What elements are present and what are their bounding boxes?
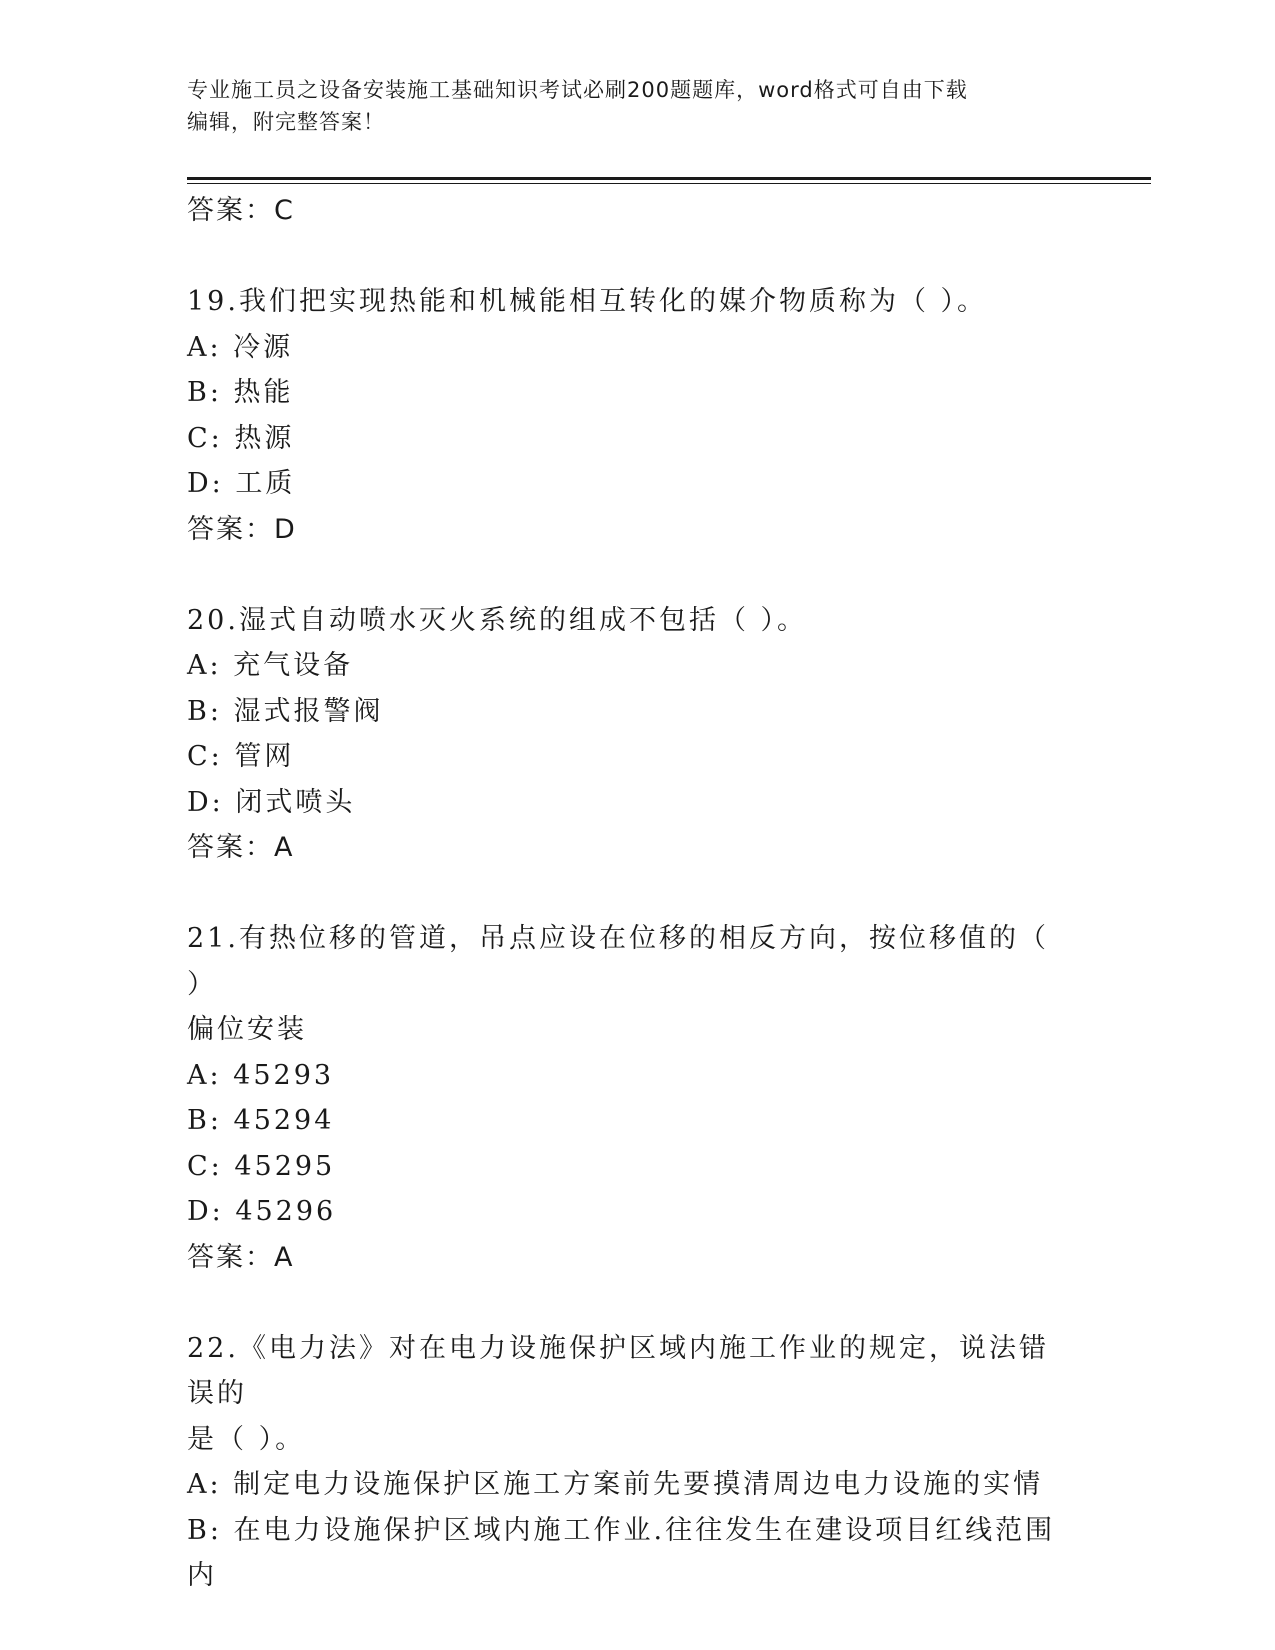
header-line-2: 编辑，附完整答案！ [187, 110, 385, 134]
option-b: B: 45294 [187, 1105, 335, 1136]
question-list [187, 188, 1077, 1599]
header-line-1: 专业施工员之设备安装施工基础知识考试必刷200题题库，word格式可自由下载 [187, 78, 968, 102]
header-rule-thick [187, 177, 1151, 180]
answer-line: 答案：C [187, 195, 295, 226]
question-19 [187, 279, 1077, 552]
question-stem [187, 1326, 1077, 1417]
question-stem-continued: 是（ ）。 [187, 1423, 306, 1455]
option-a: A: 45293 [187, 1059, 335, 1091]
document-header [187, 74, 1067, 138]
spacer [187, 234, 1077, 280]
answer-line: 答案：A [187, 832, 295, 863]
question-text: 我们把实现热能和机械能相互转化的媒介物质称为（ ）。 [238, 286, 988, 317]
option-a: A: 充气设备 [187, 650, 354, 681]
answer-line: 答案：D [187, 513, 297, 545]
question-number: 20. [187, 604, 239, 636]
option-c: C: 45295 [187, 1150, 336, 1182]
header-rule-thin [187, 183, 1151, 184]
question-text: 湿式自动喷水灭火系统的组成不包括（ ）。 [238, 604, 808, 636]
option-b: B: 在电力设施保护区域内施工作业.往往发生在建设项目红线范围内 [187, 1514, 1056, 1591]
option-c: C: 热源 [187, 422, 295, 454]
question-22 [187, 1326, 1077, 1599]
option-d: D: 工质 [187, 468, 296, 499]
question-number: 19. [187, 286, 239, 317]
question-text: 有热位移的管道，吊点应设在位移的相反方向，按位移值的（ ） [187, 923, 1061, 1000]
option-d: D: 闭式喷头 [187, 786, 356, 818]
spacer [187, 1280, 1077, 1326]
question-stem-continued: 偏位安装 [187, 1014, 307, 1045]
option-c: C: 管网 [187, 741, 295, 772]
question-number: 21. [187, 923, 239, 954]
question-21 [187, 916, 1077, 1280]
question-stem [187, 598, 1077, 644]
question-stem [187, 279, 1077, 325]
option-a: A: 冷源 [187, 331, 294, 363]
question-stem [187, 916, 1077, 1007]
option-b: B: 湿式报警阀 [187, 695, 384, 727]
question-20 [187, 598, 1077, 871]
question-number: 22. [187, 1332, 239, 1364]
option-d: D: 45296 [187, 1196, 337, 1227]
spacer [187, 552, 1077, 598]
spacer [187, 871, 1077, 917]
answer-line: 答案：A [187, 1241, 295, 1273]
question-text: 《电力法》对在电力设施保护区域内施工作业的规定，说法错误的 [187, 1332, 1049, 1409]
option-a: A: 制定电力设施保护区施工方案前先要摸清周边电力设施的实情 [187, 1469, 1044, 1500]
option-b: B: 热能 [187, 377, 294, 408]
